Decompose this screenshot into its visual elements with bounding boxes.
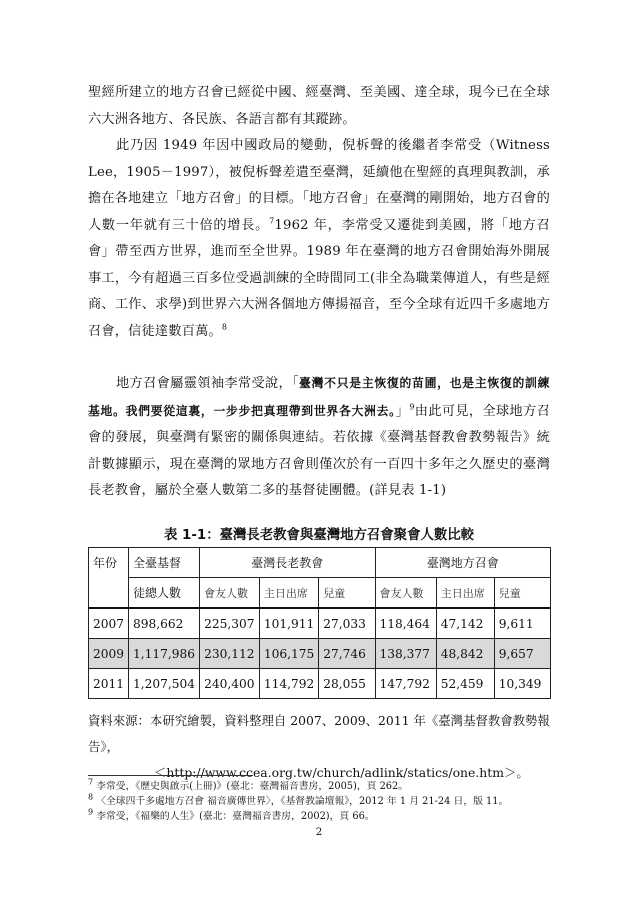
footnote-7 [88,777,558,794]
header-local-church: 臺灣地方召會 [375,548,551,578]
cell: 2007 [89,608,129,639]
paragraph-3-text-a: 地方召會屬靈領袖李常受說，「 [116,376,300,391]
paragraph-1 [88,80,550,133]
cell: 47,142 [436,608,494,639]
cell: 52,459 [436,669,494,699]
cell: 9,657 [494,639,550,669]
cell: 10,349 [494,669,550,699]
table-row [89,639,551,669]
footnote-ref-9[interactable]: 9 [409,402,415,412]
footnote-text: 〈全球四千多處地方召會 福音廣傳世界〉，《基督教論壇報》，2012 年 1 月 21-24 日，版 11。 [96,796,509,807]
footnote-ref-8[interactable]: 8 [221,322,228,332]
subheader-members: 會友人數 [200,578,260,609]
table-row [89,608,551,639]
cell: 27,746 [319,639,375,669]
paragraph-2-text-a: 此乃因 1949 年因中國政局的變動，倪柝聲的後繼者李常受（Witness Lee，1905－1997），被倪柝聲差遣至臺灣，延續他在聖經的真理與教訓，承擔在各地建立「地方召會」的目標。「地方召會」在臺灣的剛開始，地方召會的人數一年就有三十倍的增長。 [88,138,550,233]
cell: 1,117,986 [129,639,200,669]
source-url[interactable]: ＜http://www.ccea.org.tw/church/adlink/statics/one.htm＞。 [154,765,529,780]
footnote-text: 李常受，《歷史與啟示(上冊)》(臺北：臺灣福音書房，2005)，頁 262。 [96,781,409,792]
page-number: 2 [315,826,323,838]
paragraph-2 [88,133,550,345]
table-subheader-row [89,578,551,609]
subheader-children: 兒童 [494,578,550,609]
comparison-table [88,547,551,699]
footnote-9 [88,807,558,824]
subheader-sunday: 主日出席 [436,578,494,609]
cell: 101,911 [259,608,318,639]
paragraph-1-text: 聖經所建立的地方召會已經從中國、經臺灣、至美國、達全球，現今已在全球六大洲各地方、各民族、各語言都有其蹤跡。 [88,85,550,127]
source-line-1: 資料來源：本研究繪製，資料整理自 2007、2009、2011 年《臺灣基督教會教勢報告》， [88,713,550,754]
cell: 898,662 [129,608,200,639]
subheader-members: 會友人數 [375,578,436,609]
quotation: 臺灣不只是主恢復的苗圃，也是主恢復的訓練基地。我們要從這裏，一步步把真理帶到世界各大洲去。 [88,376,550,418]
paragraph-3-text-c: 由此可見，全球地方召會的發展，與臺灣有緊密的關係與連結。若依據《臺灣基督教會教勢報告》統計數據顯示，現在臺灣的眾地方召會則僅次於有一百四十多年之久歷史的臺灣長老教會，屬於全臺人數第二多的基督徒團體。(詳見表 1-1) [88,403,551,498]
header-year: 年份 [89,548,129,609]
footnote-number: 8 [88,792,94,802]
cell: 27,033 [319,608,375,639]
cell: 114,792 [259,669,318,699]
cell: 106,175 [259,639,318,669]
header-total-line2: 徒總人數 [129,578,200,609]
footnote-number: 7 [88,777,94,787]
table-header-row [89,548,551,578]
table-row [89,669,551,699]
cell: 1,207,504 [129,669,200,699]
cell: 147,792 [375,669,436,699]
table-caption: 表 1-1：臺灣長老教會與臺灣地方召會聚會人數比較 [163,528,475,543]
paragraph-3-text-b: 」 [395,403,410,419]
cell: 138,377 [375,639,436,669]
footnote-number: 9 [88,807,94,817]
cell: 225,307 [200,608,260,639]
footnote-8 [88,792,558,809]
header-presbyterian: 臺灣長老教會 [200,548,375,578]
footnote-divider [88,775,253,776]
subheader-sunday: 主日出席 [259,578,318,609]
footnote-ref-7[interactable]: 7 [269,216,275,226]
paragraph-2-text-b: 1962 年，李常受又遷徙到美國，將「地方召會」帶至西方世界，進而至全世界。1989 年在臺灣的地方召會開始海外開展事工，今有超過三百多位受過訓練的全時間同工(非全為職業傳道人，有些是經商、工作、求學)到世界六大洲各個地方傳揚福音，至今全球有近四千多處地方召會，信徒達數百萬。 [88,217,550,339]
cell: 28,055 [319,669,375,699]
cell: 230,112 [200,639,260,669]
cell: 9,611 [494,608,550,639]
cell: 240,400 [200,669,260,699]
cell: 2009 [89,639,129,669]
cell: 118,464 [375,608,436,639]
cell: 2011 [89,669,129,699]
subheader-children: 兒童 [319,578,375,609]
paragraph-3 [88,370,550,505]
header-total-line1: 全臺基督 [129,548,200,578]
footnote-text: 李常受，《福樂的人生》(臺北：臺灣福音書房，2002)，頁 66。 [96,811,375,822]
cell: 48,842 [436,639,494,669]
